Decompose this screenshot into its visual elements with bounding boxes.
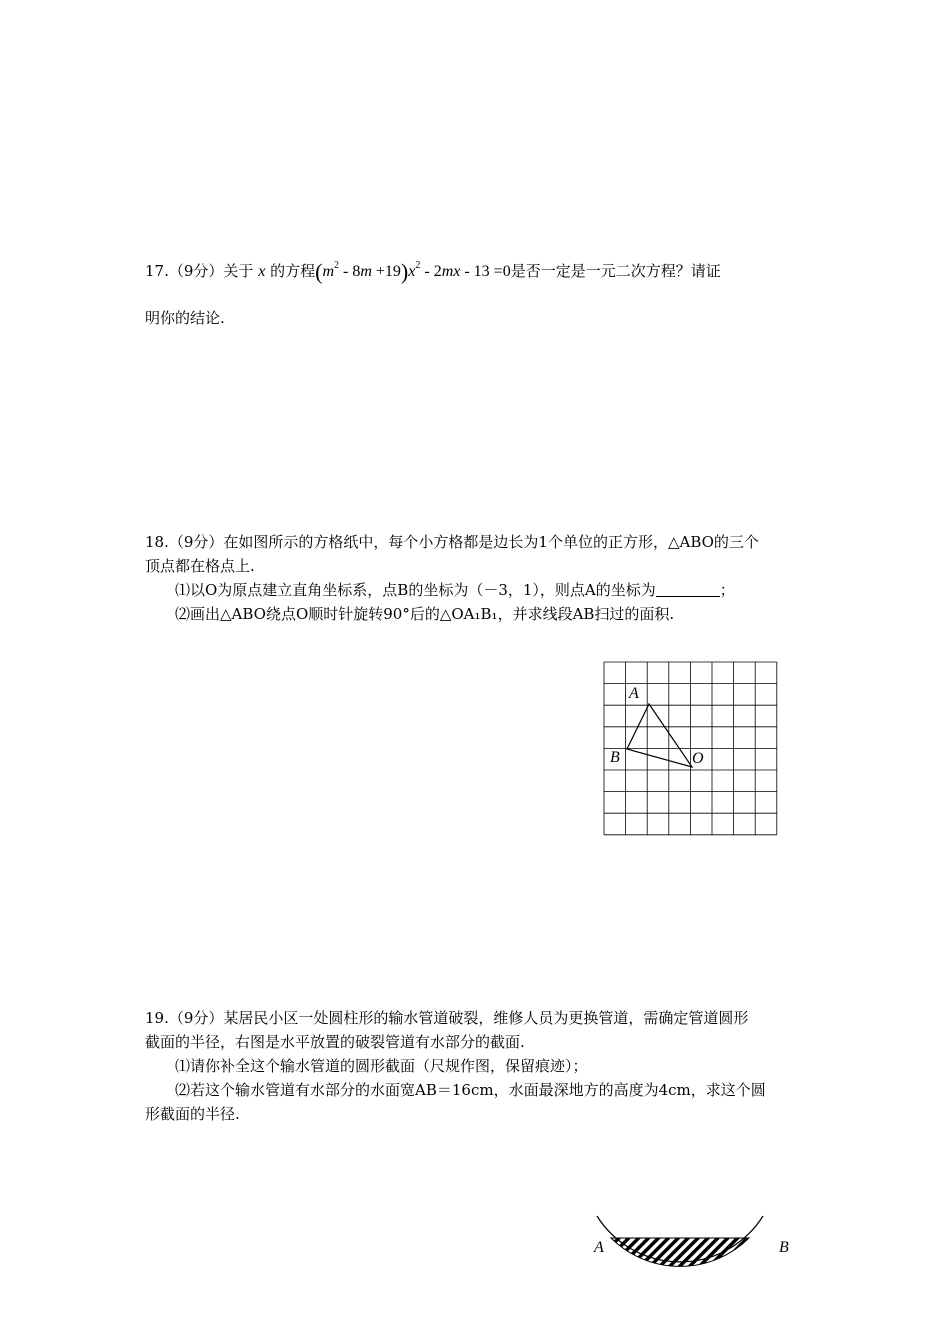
label-b: B [779,1239,789,1256]
q18-grid-figure [595,655,785,840]
q19-pipe-figure [585,1210,805,1310]
label-a: A [629,685,639,702]
answer-blank[interactable] [656,582,720,597]
question-17-line-1 [145,254,810,284]
label-b: B [610,749,620,766]
q17-text-b: 的方程 [270,262,316,280]
q18-part-1: ⑴以O为原点建立直角坐标系，点B的坐标为（－3，1），则点A的坐标为 ； [175,581,735,599]
label-a: A [594,1239,604,1256]
q17-text-a: 关于 [223,262,254,280]
question-17 [145,254,810,330]
q18-part-2: ⑵画出△ABO绕点O顺时针旋转90°后的△OA₁B₁，并求线段AB扫过的面积. [175,605,675,623]
q18-line-1: 18.（9分）在如图所示的方格纸中，每个小方格都是边长为1个单位的正方形，△ABO的三个 [145,533,759,551]
q17-var-x: x [258,263,266,280]
question-17-line-2: 明你的结论. [145,309,225,327]
q17-text-c: 是否一定是一元二次方程？请证 [510,262,721,280]
question-19 [145,1006,810,1126]
q19-part-1: ⑴请你补全这个输水管道的圆形截面（尺规作图，保留痕迹）； [175,1057,588,1075]
q17-equation: $(m^2 - 8m +19)x^2 - 2mx - 13 =0$ [315,259,511,284]
question-18 [145,530,810,626]
label-o: O [692,750,704,767]
q19-part-2b: 形截面的半径. [145,1105,240,1123]
q19-part-2a: ⑵若这个输水管道有水部分的水面宽AB＝16cm，水面最深地方的高度为4cm，求这个圆 [175,1081,766,1099]
q18-line-2: 顶点都在格点上. [145,557,255,575]
q17-score: （9分） [168,262,224,280]
q19-line-2: 截面的半径，右图是水平放置的破裂管道有水部分的截面. [145,1033,525,1051]
q17-number: 17. [145,262,169,280]
q19-line-1: 19.（9分）某居民小区一处圆柱形的输水管道破裂，维修人员为更换管道，需确定管道圆形 [145,1009,749,1027]
triangle-abo [627,704,692,767]
